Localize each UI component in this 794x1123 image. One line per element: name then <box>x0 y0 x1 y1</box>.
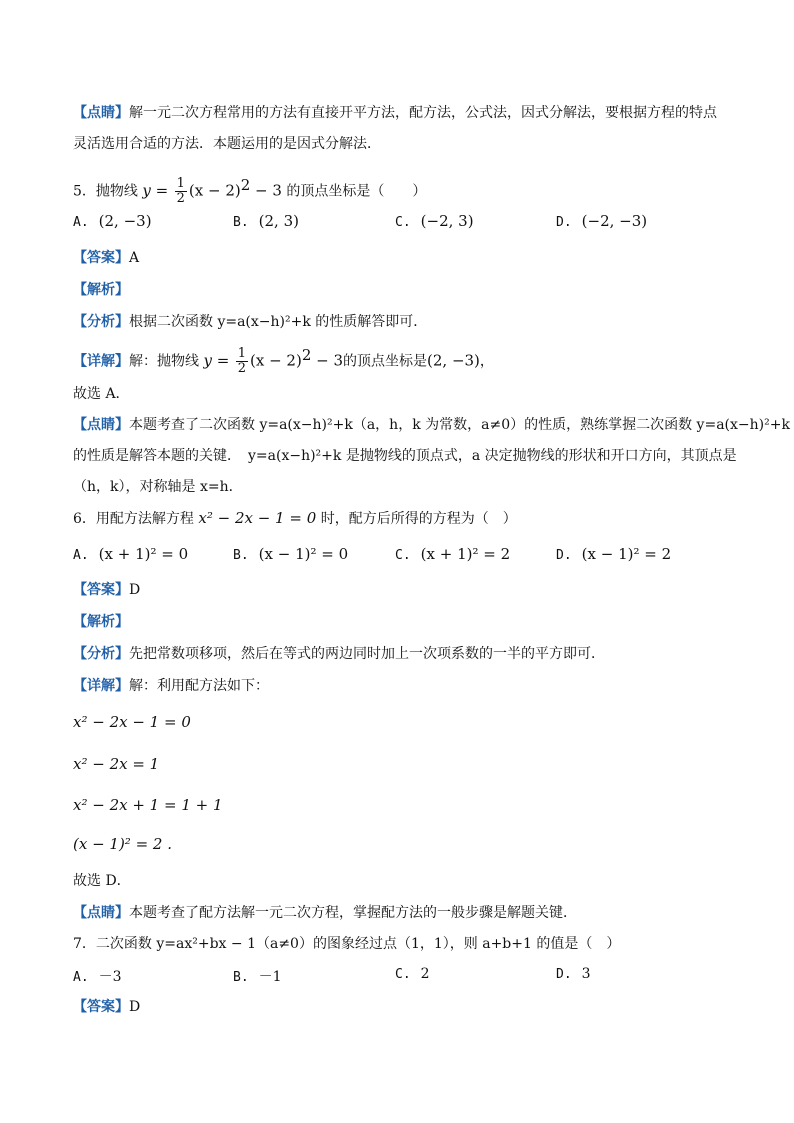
q5-analysis-heading <box>73 280 129 300</box>
answer-value: D <box>129 999 141 1015</box>
option-label: D. <box>556 548 572 563</box>
option-value: (x − 1)² = 2 <box>581 545 672 563</box>
option-label: A. <box>73 548 89 563</box>
option-label: B. <box>233 548 249 563</box>
dianjing-text: 的性质是解答本题的关键． y=a(x−h)²+k 是抛物线的顶点式，a 决定抛物线的形状和开口方向，其顶点是 <box>73 448 737 464</box>
q6-option-b <box>233 545 348 563</box>
fraction-denominator: 2 <box>176 191 185 207</box>
q5-fenxi <box>73 312 427 332</box>
xiangjie-mid: 的顶点坐标是 <box>343 353 428 370</box>
option-value: (−2, 3) <box>420 212 474 230</box>
dianjing-text: 本题考查了配方法解一元二次方程，掌握配方法的一般步骤是解题关键． <box>129 905 577 921</box>
fraction-numerator: 1 <box>176 176 185 192</box>
option-label: D. <box>556 967 572 982</box>
xiangjie-tag: 【详解】 <box>73 678 129 694</box>
dianjing-tag: 【点睛】 <box>73 905 129 921</box>
q6-option-d <box>556 545 671 563</box>
option-label: C. <box>395 215 411 230</box>
q5-xiangjie: 【详解】解：抛物线 y = $\frac{1}{2}$ $(x - 2)^2 - 3$的顶点坐标是(2, −3)， <box>73 346 494 377</box>
dianjing-text: （h，k），对称轴是 x=h． <box>73 479 243 495</box>
q6-step-3: x² − 2x + 1 = 1 + 1 <box>73 796 223 814</box>
q5-option-a <box>73 212 152 230</box>
option-value: 2 <box>420 966 430 982</box>
q6-analysis-heading <box>73 612 129 632</box>
option-value: (2, −3) <box>98 212 152 230</box>
q5-answer <box>73 248 139 268</box>
question-6-suffix: 时，配方后所得的方程为（ ） <box>320 511 517 527</box>
xiangjie-expr-head: y = <box>203 351 230 370</box>
option-label: C. <box>395 548 411 563</box>
dianjing-tag: 【点睛】 <box>73 417 129 433</box>
q5-option-c <box>395 212 474 230</box>
question-6 <box>73 508 517 529</box>
question-5-suffix: 的顶点坐标是（ ） <box>286 183 427 200</box>
question-7-text: 7．二次函数 y=ax²+bx − 1（a≠0）的图象经过点（1，1），则 a+b+1 的值是（ ） <box>73 936 621 952</box>
q5-dianjing <box>73 415 790 435</box>
q6-step-1: x² − 2x − 1 = 0 <box>73 713 191 731</box>
option-label: B. <box>233 215 249 230</box>
q5-conclusion <box>73 384 130 404</box>
fenxi-tag: 【分析】 <box>73 314 129 330</box>
fenxi-tag: 【分析】 <box>73 646 129 662</box>
q7-option-a <box>73 966 122 986</box>
q6-fenxi <box>73 644 605 664</box>
question-6-equation: x² − 2x − 1 = 0 <box>198 509 317 527</box>
q5-option-d <box>556 212 647 230</box>
option-label: C. <box>395 967 411 982</box>
q7-answer <box>73 997 140 1017</box>
dianjing-text: 本题考查了二次函数 y=a(x−h)²+k（a，h，k 为常数，a≠0）的性质，熟练掌握二次函数 y=a(x−h)²+k <box>129 417 790 433</box>
option-value: (2, 3) <box>258 212 299 230</box>
fraction-denominator: 2 <box>237 361 246 377</box>
xiangjie-end: ， <box>479 353 494 370</box>
option-label: A. <box>73 215 89 230</box>
question-5: 5．抛物线 y = $\frac{1}{2}$ $(x - 2)^2 - 3$ 的顶点坐标是（ ） <box>73 176 427 207</box>
xiangjie-expr-tail2: − 3 <box>311 351 344 370</box>
q5-expr-tail: (x − 2) <box>188 181 241 200</box>
q5-option-b <box>233 212 299 230</box>
dianjing-paragraph-cont <box>73 134 381 154</box>
option-value: 3 <box>581 966 591 982</box>
dianjing-paragraph <box>73 103 717 123</box>
xiangjie-expr-tail: (x − 2) <box>250 351 302 370</box>
question-6-prefix: 6．用配方法解方程 <box>73 511 194 527</box>
q5-fraction <box>175 177 187 206</box>
q6-step-2: x² − 2x = 1 <box>73 755 160 773</box>
option-value: －1 <box>258 969 282 985</box>
q5-dianjing-cont <box>73 446 737 466</box>
option-value: (x + 1)² = 2 <box>420 545 511 563</box>
option-label: B. <box>233 970 249 985</box>
conclusion-text: 故选 A． <box>73 386 130 402</box>
xiangjie-fraction <box>236 347 248 376</box>
q6-dianjing <box>73 903 577 923</box>
option-value: (−2, −3) <box>581 212 648 230</box>
q7-option-c <box>395 966 430 982</box>
q6-option-a <box>73 545 188 563</box>
answer-tag: 【答案】 <box>73 999 129 1015</box>
xiangjie-tag: 【详解】 <box>73 353 129 370</box>
fraction-numerator: 1 <box>237 346 246 362</box>
answer-tag: 【答案】 <box>73 250 129 266</box>
conclusion-text: 故选 D． <box>73 873 131 889</box>
q5-expr-tail2: − 3 <box>250 181 282 200</box>
answer-value: A <box>129 250 140 266</box>
dianjing-text: 解一元二次方程常用的方法有直接开平方法，配方法，公式法，因式分解法，要根据方程的特点 <box>129 105 717 121</box>
option-value: －3 <box>98 969 122 985</box>
q5-dianjing-cont2 <box>73 477 243 497</box>
option-value: (x − 1)² = 0 <box>258 545 349 563</box>
q6-step-4: (x − 1)² = 2 . <box>73 835 173 853</box>
xiangjie-pre: 解：抛物线 <box>129 353 199 370</box>
q5-expr-head: y = <box>142 181 169 200</box>
q7-option-d <box>556 966 591 982</box>
dianjing-text: 灵活选用合适的方法．本题运用的是因式分解法． <box>73 136 381 152</box>
q7-option-b <box>233 966 282 986</box>
question-7 <box>73 934 620 954</box>
answer-tag: 【答案】 <box>73 582 129 598</box>
q6-xiangjie <box>73 676 269 696</box>
option-label: D. <box>556 215 572 230</box>
q6-option-c <box>395 545 510 563</box>
option-value: (x + 1)² = 0 <box>98 545 189 563</box>
fenxi-text: 根据二次函数 y=a(x−h)²+k 的性质解答即可． <box>129 314 428 330</box>
fenxi-text: 先把常数项移项，然后在等式的两边同时加上一次项系数的一半的平方即可． <box>129 646 605 662</box>
q6-conclusion <box>73 871 131 891</box>
xiangjie-point: (2, −3) <box>427 351 480 370</box>
xiangjie-text: 解：利用配方法如下： <box>129 678 269 694</box>
q6-answer <box>73 580 140 600</box>
question-5-prefix: 5．抛物线 <box>73 183 138 200</box>
option-label: A. <box>73 970 89 985</box>
analysis-tag: 【解析】 <box>73 614 129 630</box>
analysis-tag: 【解析】 <box>73 282 129 298</box>
dianjing-tag: 【点睛】 <box>73 105 129 121</box>
answer-value: D <box>129 582 141 598</box>
